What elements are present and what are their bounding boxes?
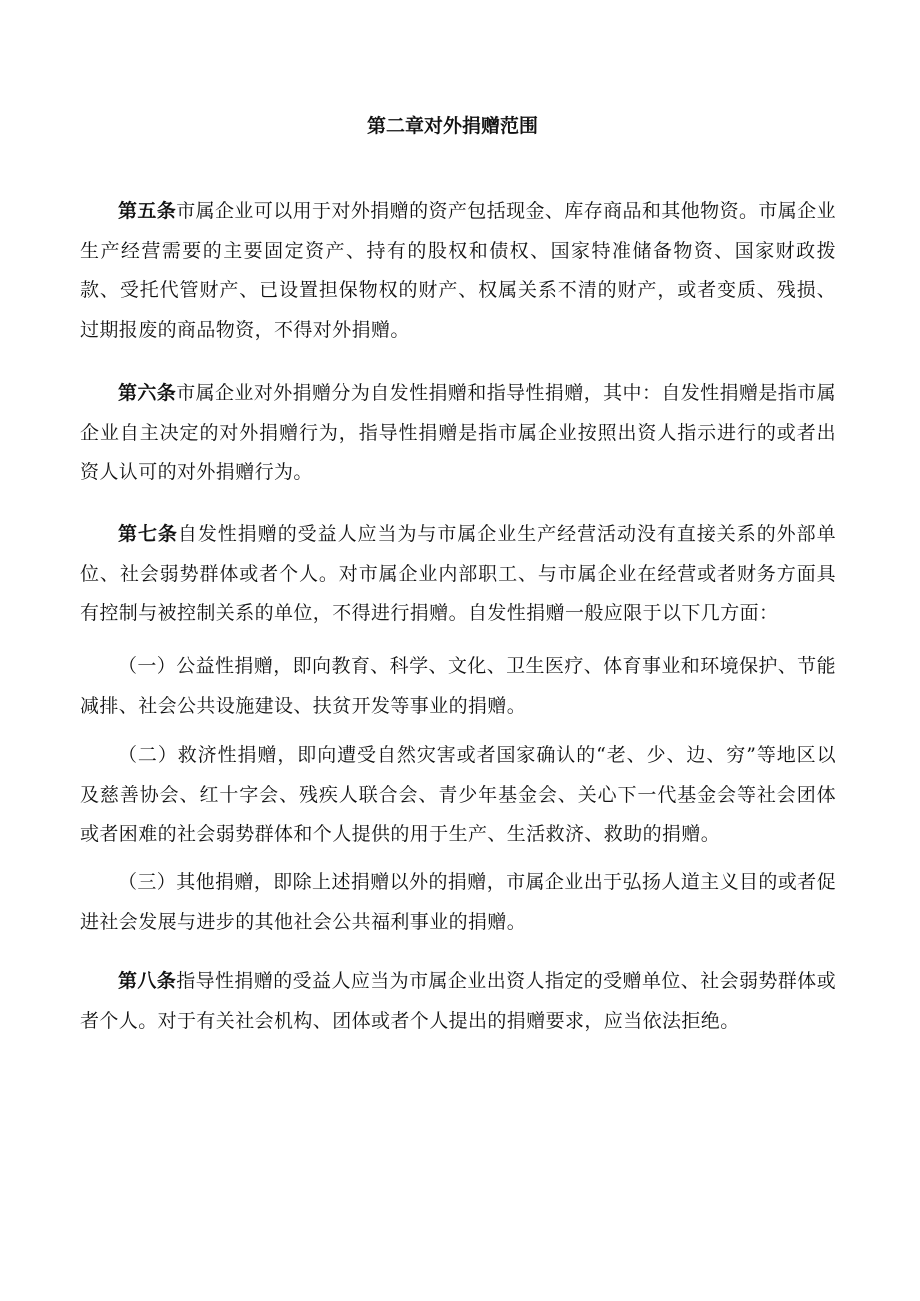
article-7-item-2: （二）救济性捐赠，即向遭受自然灾害或者国家确认的“老、少、边、穷”等地区以及慈善协会、红十字会、残疾人联合会、青少年基金会、关心下一代基金会等社会团体或者困难的社会弱势群体和个人提供的用于生产、生活救济、救助的捐赠。 bbox=[80, 744, 836, 846]
article-8-text: 指导性捐赠的受益人应当为市属企业出资人指定的受赠单位、社会弱势群体或者个人。对于有关社会机构、团体或者个人提出的捐赠要求，应当依法拒绝。 bbox=[80, 970, 836, 1032]
article-5-label: 第五条 bbox=[118, 200, 177, 222]
article-5-text: 市属企业可以用于对外捐赠的资产包括现金、库存商品和其他物资。市属企业生产经营需要的主要固定资产、持有的股权和债权、国家特准储备物资、国家财政拨款、受托代管财产、已设置担保物权的财产、权属关系不清的财产，或者变质、残损、过期报废的商品物资，不得对外捐赠。 bbox=[80, 200, 836, 341]
article-7-label: 第七条 bbox=[118, 523, 178, 545]
article-6 bbox=[80, 374, 836, 493]
article-7-text: 自发性捐赠的受益人应当为与市属企业生产经营活动没有直接关系的外部单位、社会弱势群体或者个人。对市属企业内部职工、与市属企业在经营或者财务方面具有控制与被控制关系的单位，不得进行捐赠。自发性捐赠一般应限于以下几方面： bbox=[80, 523, 837, 625]
article-6-label: 第六条 bbox=[118, 382, 177, 404]
article-7 bbox=[80, 515, 836, 634]
article-5 bbox=[80, 192, 836, 350]
chapter-title: 第二章对外捐赠范围 bbox=[366, 115, 538, 137]
article-6-text: 市属企业对外捐赠分为自发性捐赠和指导性捐赠，其中：自发性捐赠是指市属企业自主决定的对外捐赠行为，指导性捐赠是指市属企业按照出资人指示进行的或者出资人认可的对外捐赠行为。 bbox=[80, 382, 836, 484]
article-7-item-3: （三）其他捐赠，即除上述捐赠以外的捐赠，市属企业出于弘扬人道主义目的或者促进社会发展与进步的其他社会公共福利事业的捐赠。 bbox=[80, 871, 836, 933]
article-7-item-1: （一）公益性捐赠，即向教育、科学、文化、卫生医疗、体育事业和环境保护、节能减排、社会公共设施建设、扶贫开发等事业的捐赠。 bbox=[80, 655, 836, 717]
article-8-label: 第八条 bbox=[118, 970, 177, 992]
article-8 bbox=[80, 962, 836, 1041]
